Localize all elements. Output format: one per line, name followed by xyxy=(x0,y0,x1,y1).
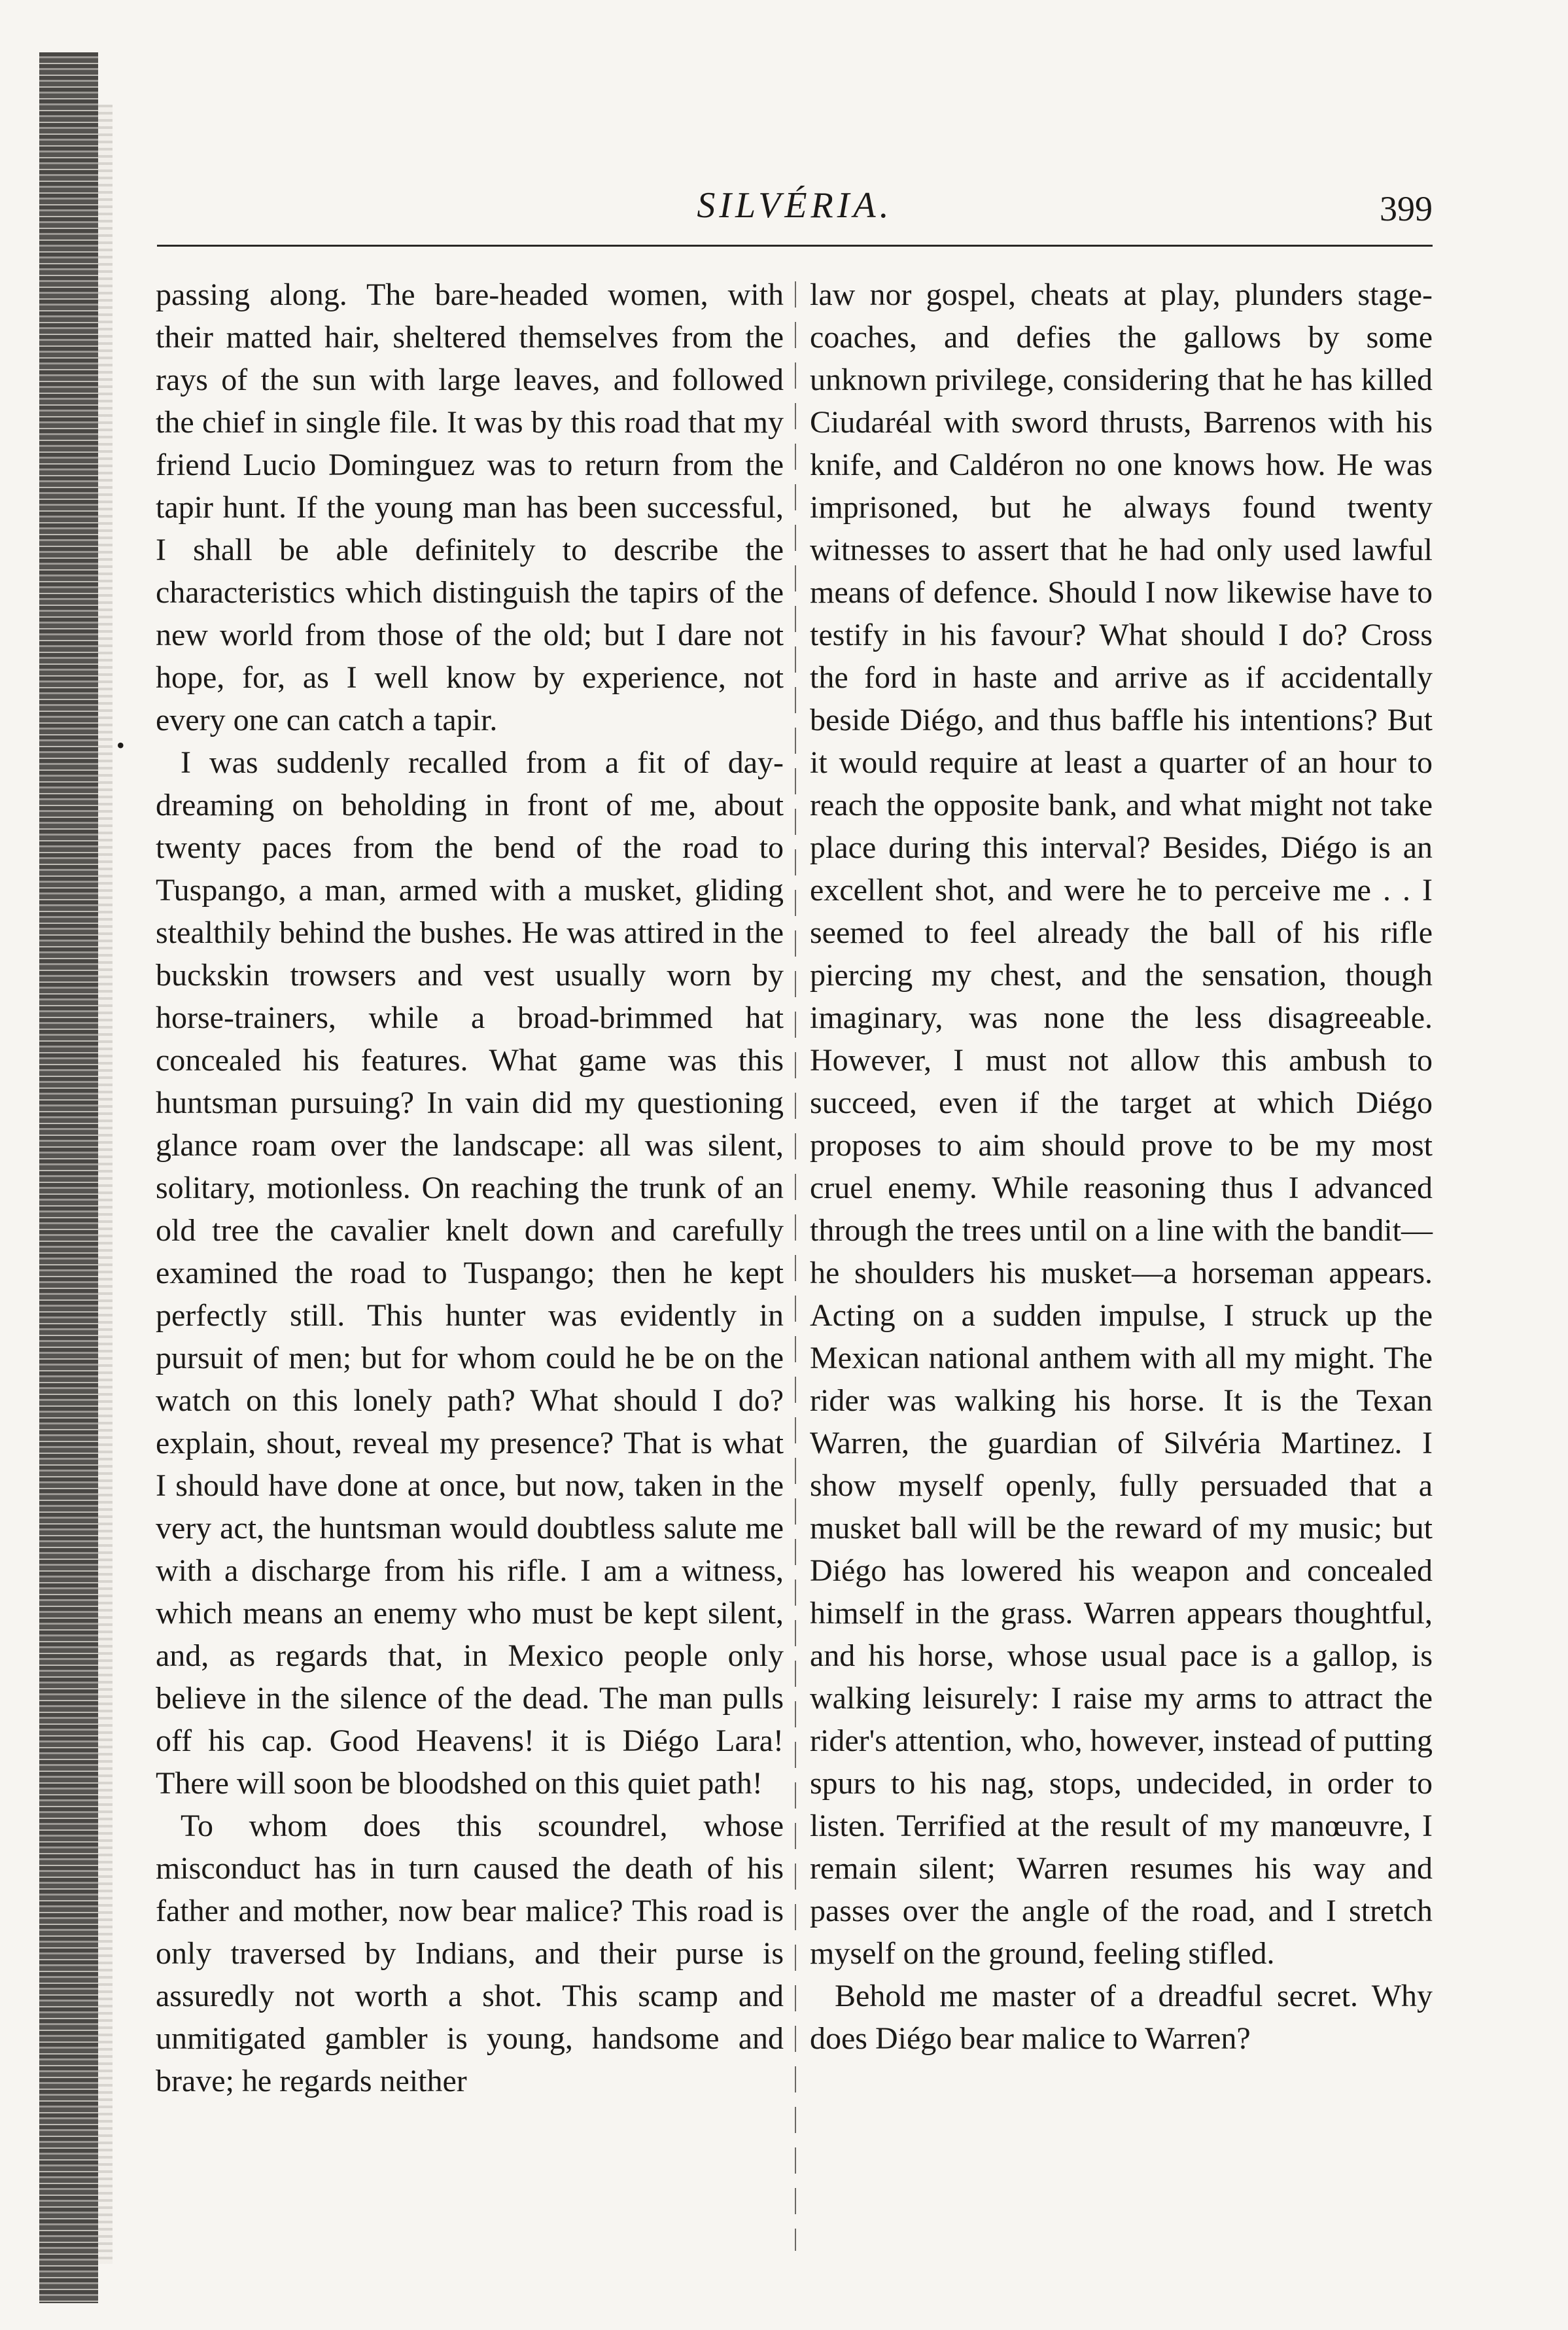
paragraph: law nor gospel, cheats at play, plunders stage-coaches, and defies the gallows by some unknown privilege, considering that he has killed Ciudaréal with sword thrusts, Barrenos with his knife, and Caldéron no one knows how. He was imprisoned, but he always found twenty witnesses to assert that he had only used lawful means of defence. Should I now likewise have to testify in his favour? What should I do? Cross the ford in haste and arrive as if accidentally beside Diégo, and thus baffle his intentions? But it would require at least a quarter of an hour to reach the opposite bank, and what might not take place during this interval? Besides, Diégo is an excellent shot, and were he to perceive me . . I seemed to feel already the ball of his rifle piercing my chest, and the sensation, though imaginary, was none the less disagreeable. However, I must not allow this ambush to succeed, even if the target at which Diégo proposes to aim should prove to be my most cruel enemy. While reasoning thus I advanced through the trees until on a line with the bandit—he shoulders his musket—a horseman appears. Acting on a sudden impulse, I struck up the Mexican national anthem with all my might. The rider was walking his horse. It is the Texan Warren, the guardian of Silvéria Martinez. I show myself openly, fully persuaded that a musket ball will be the reward of my music; but Diégo has lowered his weapon and concealed himself in the grass. Warren appears thoughtful, and his horse, whose usual pace is a gallop, is walking leisurely: I raise my arms to attract the rider's attention, who, however, instead of putting spurs to his nag, stops, undecided, in order to listen. Terrified at the result of my manœuvre, I remain silent; Warren resumes his way and passes over the angle of the road, and I stretch myself on the ground, feeling stifled. xyxy=(810,277,1433,1971)
book-binding-edge xyxy=(39,52,98,2303)
page-number: 399 xyxy=(1380,189,1433,228)
page-header xyxy=(157,171,1433,243)
margin-dot-mark: • xyxy=(116,732,125,758)
running-title: SILVÉRIA. xyxy=(697,185,893,226)
left-column xyxy=(156,274,784,2102)
paragraph: Behold me master of a dreadful secret. Why does Diégo bear malice to Warren? xyxy=(810,1979,1433,2056)
header-rule xyxy=(157,245,1433,247)
column-divider xyxy=(795,281,796,2251)
paragraph: passing along. The bare-headed women, with their matted hair, sheltered themselves from the rays of the sun with large leaves, and followed the chief in single file. It was by this road that my friend Lucio Dominguez was to return from the tapir hunt. If the young man has been successful, I shall be able definitely to describe the characteristics which distinguish the tapirs of the new world from those of the old; but I dare not hope, for, as I well know by experience, not every one can catch a tapir. xyxy=(156,277,784,737)
paragraph: I was suddenly recalled from a fit of day-dreaming on beholding in front of me, about twenty paces from the bend of the road to Tuspango, a man, armed with a musket, gliding stealthily behind the bushes. He was attired in the buckskin trowsers and vest usually worn by horse-trainers, while a broad-brimmed hat concealed his features. What game was this huntsman pursuing? In vain did my questioning glance roam over the landscape: all was silent, solitary, motionless. On reaching the trunk of an old tree the cavalier knelt down and carefully examined the road to Tuspango; then he kept perfectly still. This hunter was evidently in pursuit of men; but for whom could he be on the watch on this lonely path? What should I do? explain, shout, reveal my presence? That is what I should have done at once, but now, taken in the very act, the huntsman would doubtless salute me with a discharge from his rifle. I am a witness, which means an enemy who must be kept silent, and, as regards that, in Mexico people only believe in the silence of the dead. The man pulls off his cap. Good Heavens! it is Diégo Lara! There will soon be bloodshed on this quiet path! xyxy=(156,745,784,1801)
book-gutter-shadow xyxy=(98,105,113,2264)
paragraph: To whom does this scoundrel, whose misconduct has in turn caused the death of his father and mother, now bear malice? This road is only traversed by Indians, and their purse is assuredly not worth a shot. This scamp and unmitigated gambler is young, handsome and brave; he regards neither xyxy=(156,1809,784,2098)
right-column xyxy=(810,274,1433,2060)
